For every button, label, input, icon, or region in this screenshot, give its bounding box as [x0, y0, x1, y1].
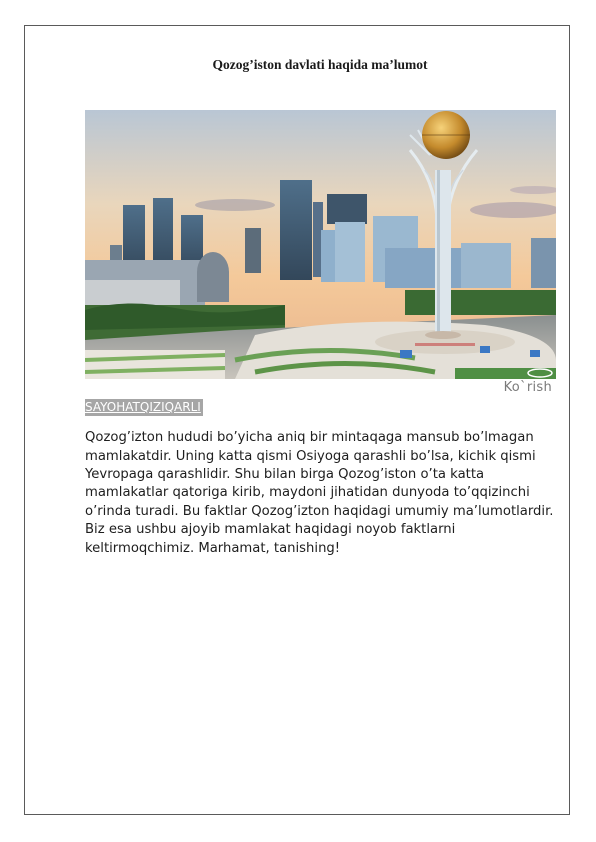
document-title: Qozog’iston davlati haqida ma’lumot — [212, 57, 428, 72]
category-tag[interactable]: SAYOHATQIZIQARLI — [85, 400, 201, 414]
city-photo — [85, 110, 556, 379]
view-link[interactable]: Ko`rish — [503, 380, 552, 395]
body-paragraph: Qozog’izton hududi bo’yicha aniq bir mintaqaga mansub bo’lmagan mamlakatdir. Uning katta qismi Osiyoga qarashli bo’lsa, kichik qismi Yevropaga qarashlidir. Shu bilan birga Qozog’iston o’ta katta mamlakatlar qatoriga kirib, maydoni jihatidan dunyoda to’qqizinchi o’rinda turadi. Bu faktlar Qozog’izton haqidagi umumiy ma’lumotlardir. Biz esa ushbu ajoyib mamlakat haqidagi noyob faktlarni keltirmoqchimiz. Marhamat, tanishing! — [85, 430, 554, 556]
